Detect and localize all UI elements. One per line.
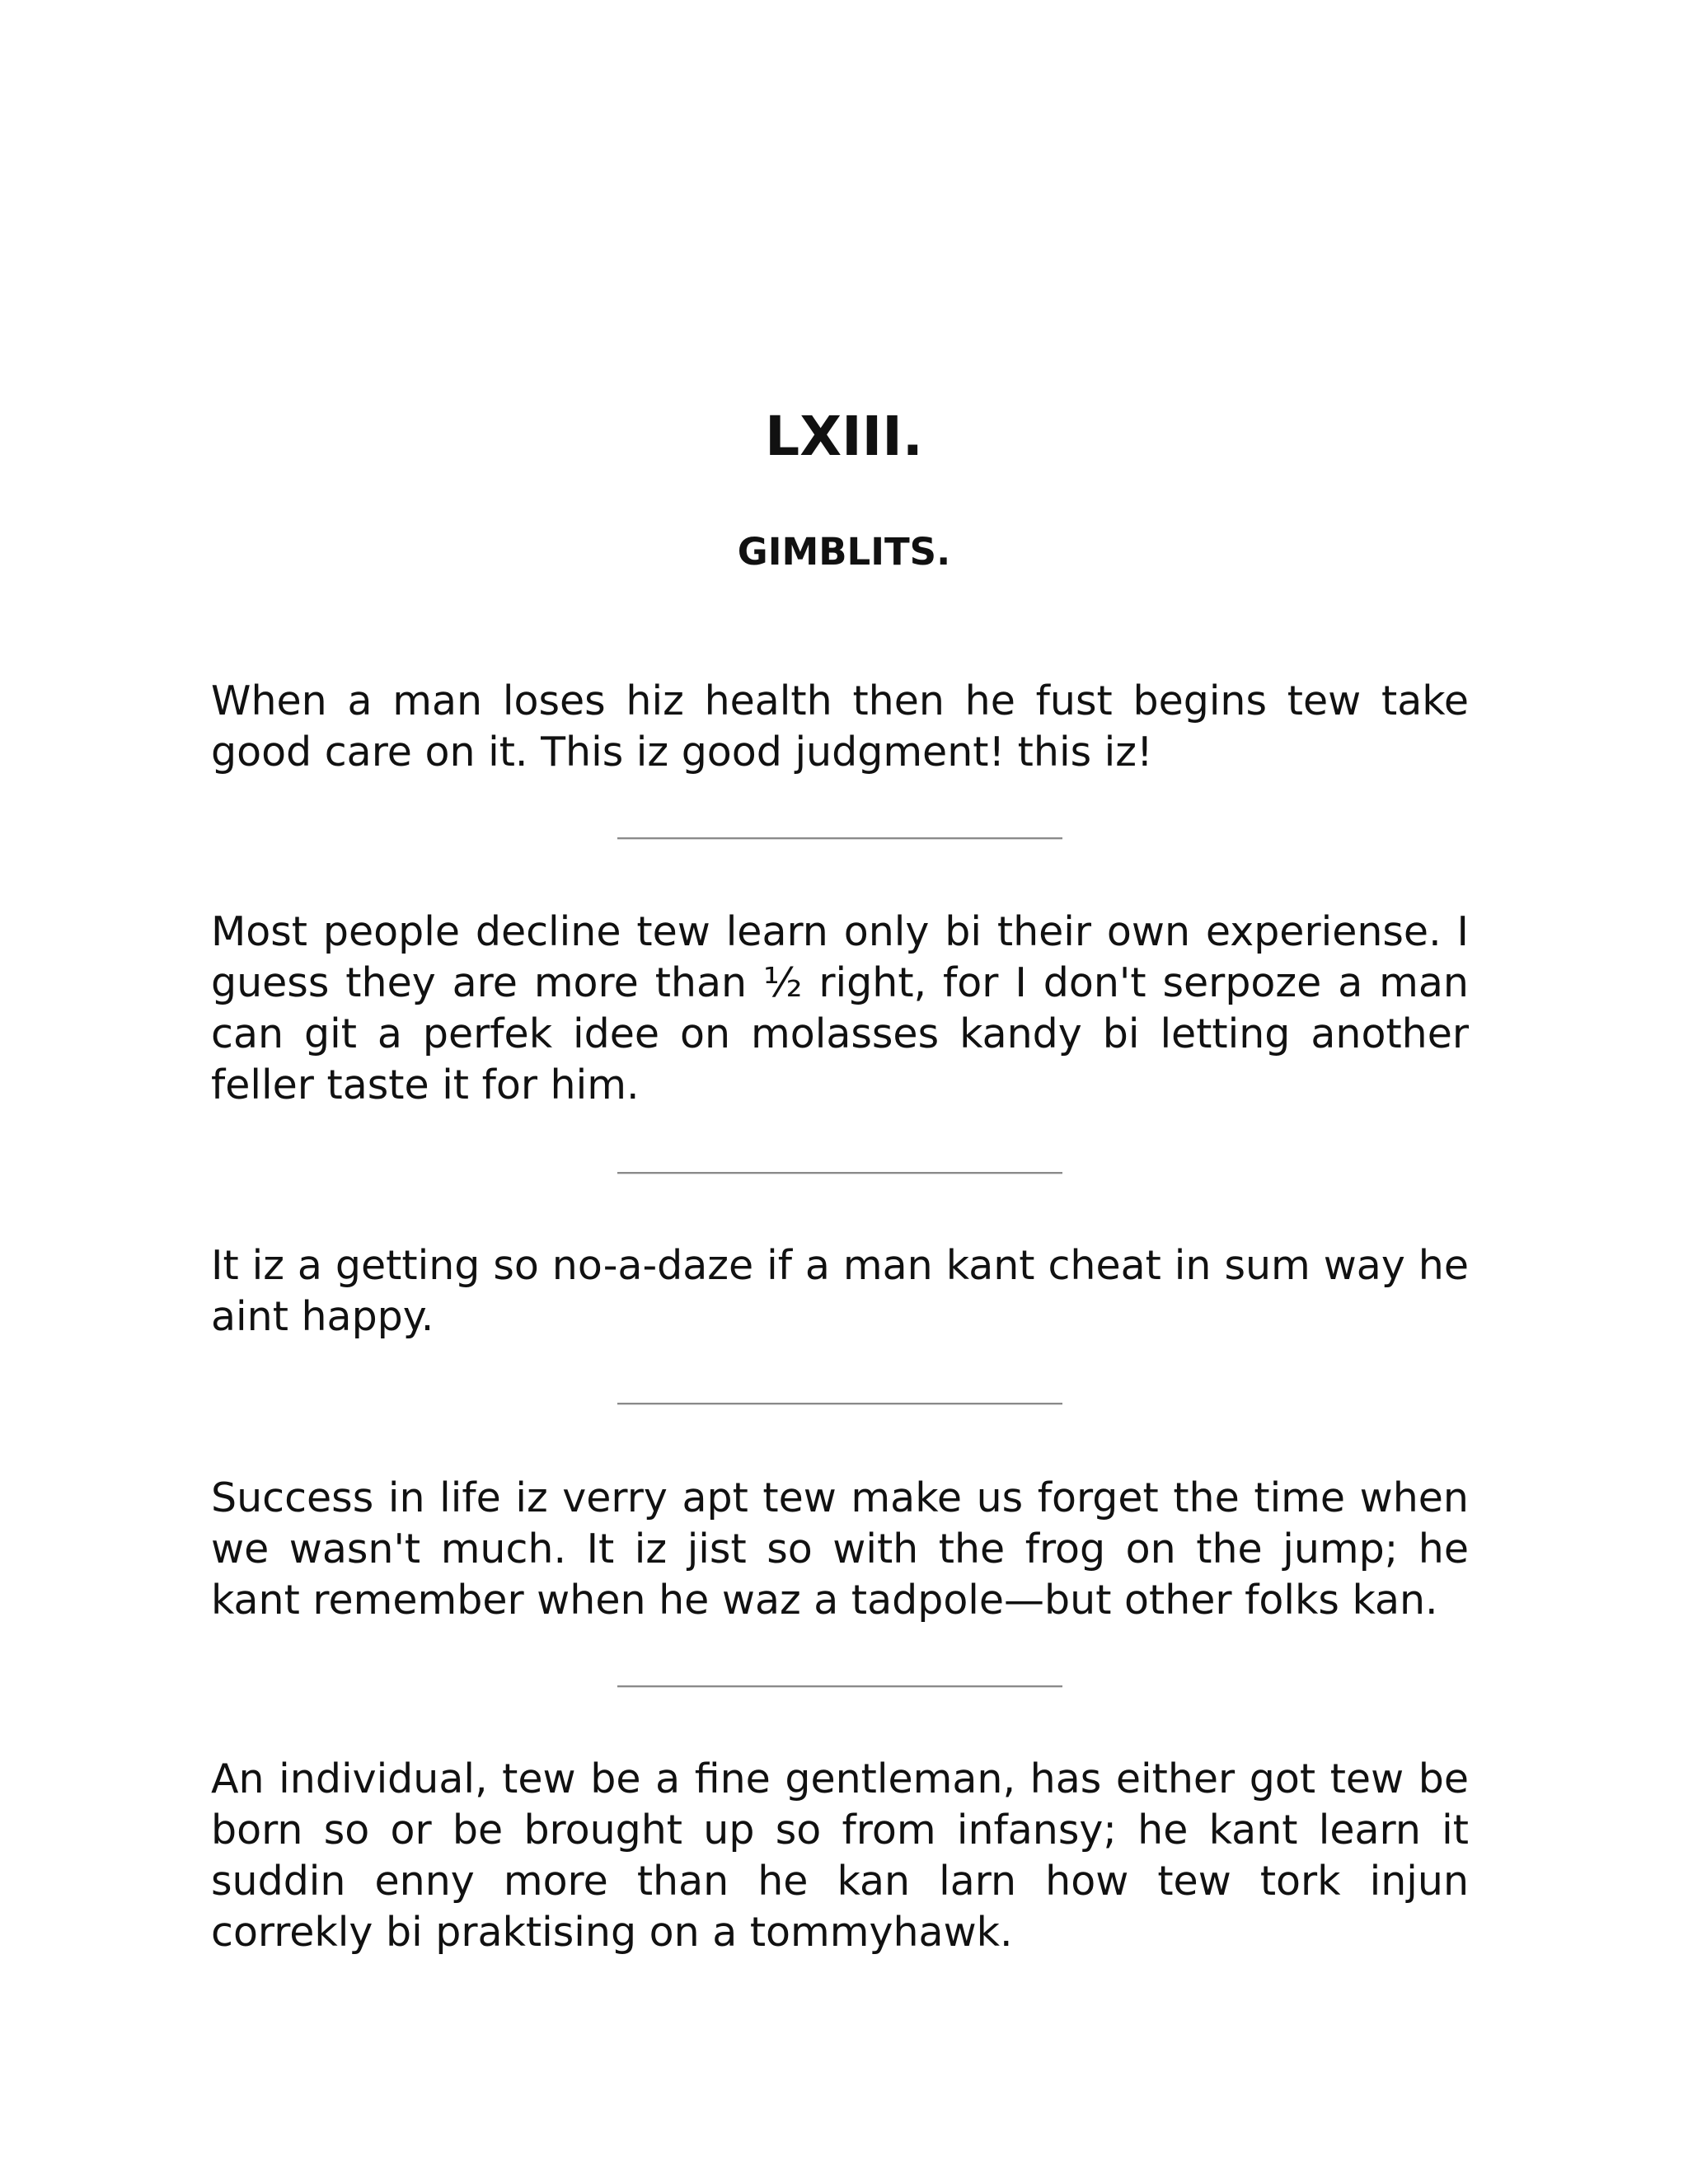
section-divider	[617, 1172, 1062, 1174]
paragraph-2: Most people decline tew learn only bi their own experiense. I guess they are more than ½ right, for I don't serpoze a man can git a perfek idee on molasses kandy bi letting another feller taste it for him.	[211, 908, 1469, 1108]
chapter-number: LXIII.	[765, 405, 923, 468]
paragraph-1: When a man loses hiz health then he fust begins tew take good care on it. This iz good judgment! this iz!	[211, 677, 1469, 776]
section-divider	[617, 1403, 1062, 1405]
section-divider	[617, 1685, 1062, 1688]
paragraph-4: Success in life iz verry apt tew make us forget the time when we wasn't much. It iz jist so with the frog on the jump; he kant remember when he waz a tadpole—but other folks kan.	[211, 1474, 1469, 1624]
section-divider	[617, 837, 1062, 840]
paragraph-3: It iz a getting so no-a-daze if a man kant cheat in sum way he aint happy.	[211, 1242, 1469, 1340]
chapter-title: GIMBLITS.	[737, 530, 951, 574]
paragraph-5: An individual, tew be a fine gentleman, has either got tew be born so or be brought up so from infansy; he kant learn it suddin enny more than he kan larn how tew tork injun correkly bi praktising on a tommyhawk.	[211, 1755, 1469, 1956]
